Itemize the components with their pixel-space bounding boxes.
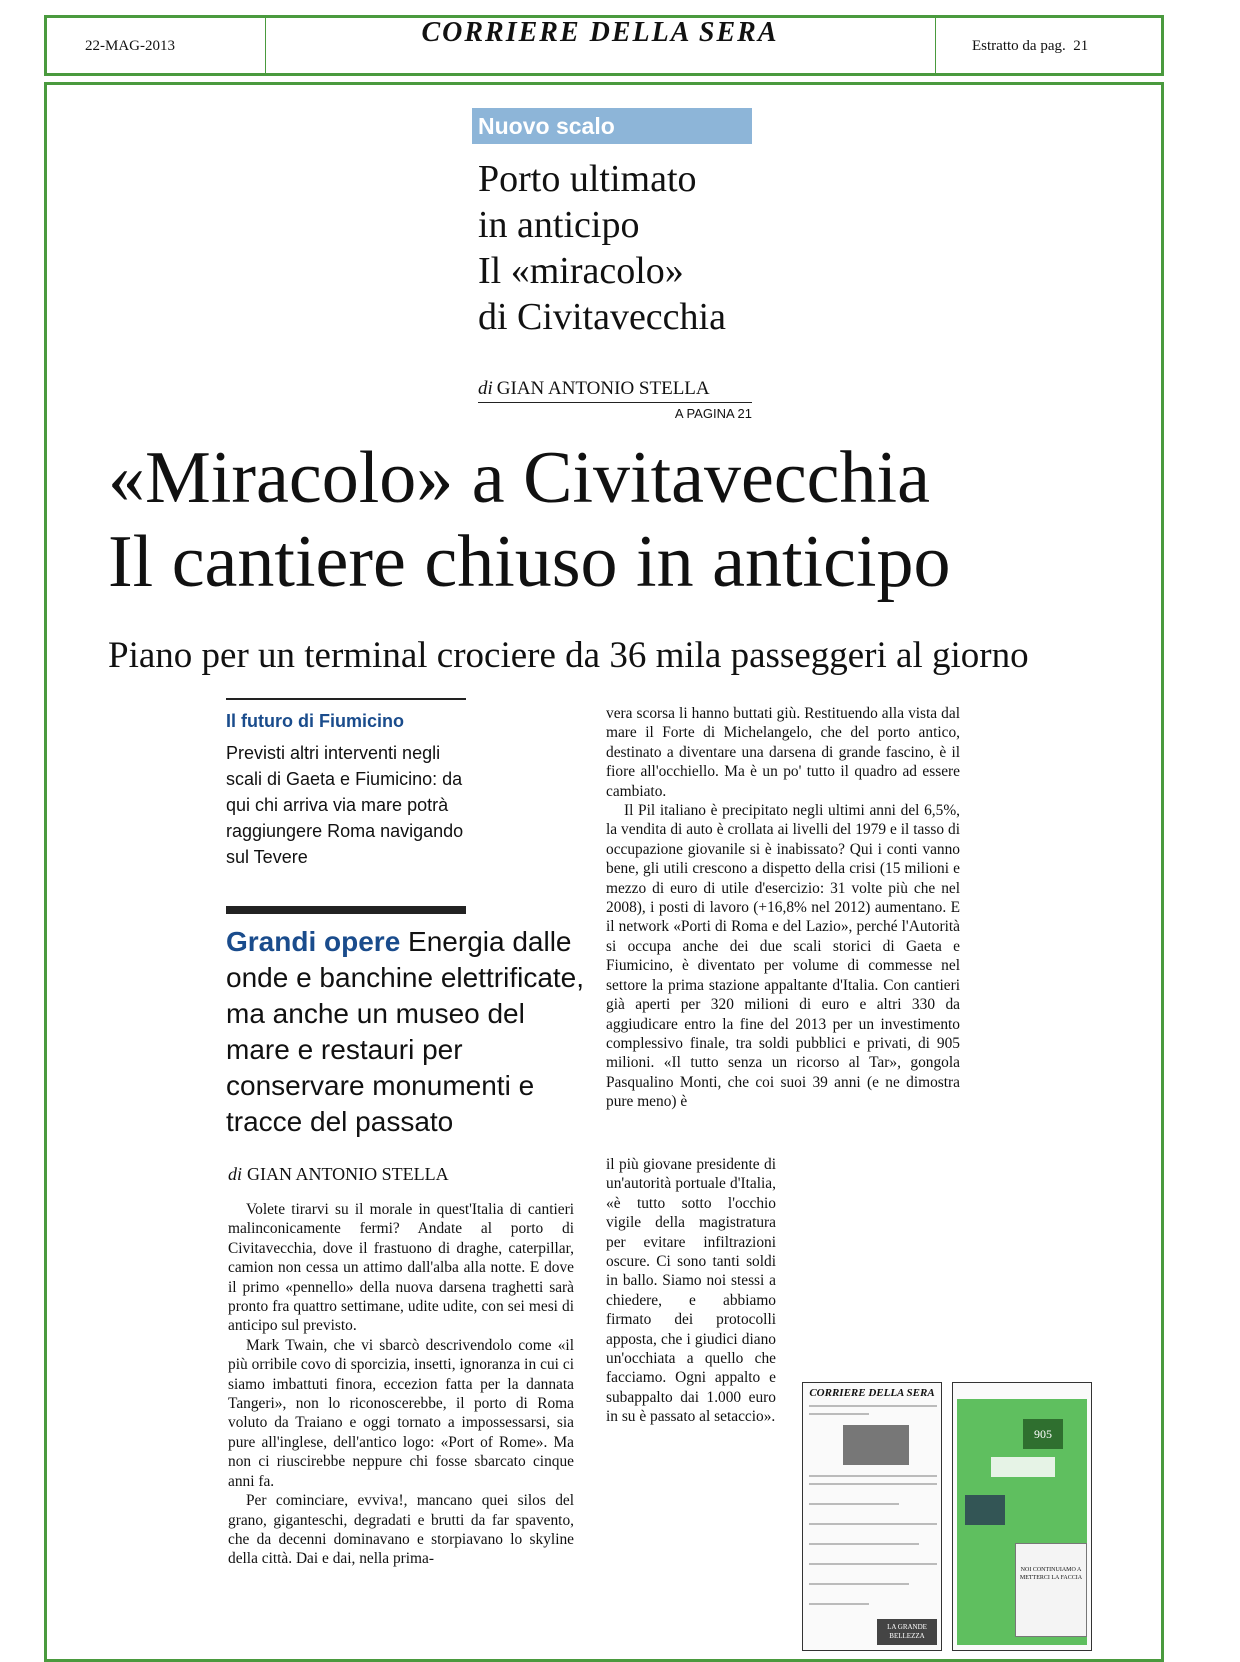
byline-name: GIAN ANTONIO STELLA bbox=[247, 1164, 449, 1184]
thumbnail-headline-block bbox=[991, 1457, 1055, 1477]
excerpt-headline-line: Il «miracolo» bbox=[478, 250, 684, 292]
sidebar-divider bbox=[226, 698, 466, 700]
body-paragraph: vera scorsa li hanno buttati giù. Restituendo alla vista dal mare il Forte di Michelangelo, che del porto antico, destinato a diventare una darsena di grande fascino, è il fiore all'occhiello. Ma è un po' tutto il quadro ad essere cambiato. bbox=[606, 705, 960, 800]
inner-page-thumbnail bbox=[952, 1382, 1092, 1651]
thumbnail-text-line bbox=[809, 1483, 937, 1485]
excerpt-headline bbox=[478, 156, 752, 340]
article-headline bbox=[108, 436, 1148, 604]
thumbnail-number: 905 bbox=[1023, 1419, 1063, 1449]
publication-name: CORRIERE DELLA SERA bbox=[421, 17, 779, 48]
front-page-excerpt bbox=[472, 108, 752, 426]
thumbnail-photo bbox=[965, 1495, 1005, 1525]
sidebar-grandi-opere bbox=[226, 924, 596, 1140]
thumbnail-text-line bbox=[809, 1543, 919, 1545]
page-reference-label: Estratto da pag. bbox=[972, 38, 1066, 54]
byline-prefix: di bbox=[228, 1164, 243, 1184]
page-cell bbox=[935, 18, 1162, 73]
body-column-left bbox=[228, 1200, 574, 1569]
sidebar-text: Energia dalle onde e banchine elettrificate, ma anche un museo del mare e restauri per conservare monumenti e tracce del passato bbox=[226, 926, 585, 1137]
excerpt-byline-name: GIAN ANTONIO STELLA bbox=[496, 378, 710, 399]
page-reference bbox=[972, 38, 1088, 55]
body-paragraph: Il Pil italiano è precipitato negli ultimi anni del 6,5%, la vendita di auto è crollata ai livelli del 1979 e il tasso di occupazione giovanile si è inabissato? Qui i conti vanno bene, gli utili crescono a dispetto della crisi (15 milioni e mezzo di euro di utile d'esercizio: 31 volte più che nel 2008), i posti di lavoro (+16,8% nel 2012) aumentano. E il network «Porti di Roma e del Lazio», perché l'Autorità si occupa anche dei due scali storici di Gaeta e Fiumicino, è diventato per volume di commesse nel settore la prima stazione appaltante d'Italia. Con cantieri già aperti per 320 milioni di euro e altri 330 da aggiudicare entro la fine del 2013 per un investimento complessivo finale, tra soldi pubblici e privati, di 905 milioni. «Il tutto senza un ricorso al Tar», gongola Pasqualino Monti, che coi suoi 39 anni (e ne dimostra pure meno) è bbox=[606, 802, 960, 1111]
publication-cell bbox=[265, 18, 935, 73]
excerpt-divider bbox=[478, 402, 752, 403]
body-paragraph: il più giovane presidente di un'autorità portuale d'Italia, «è tutto sotto l'occhio vigile della magistratura per evitare infiltrazioni oscure. Ci sono tanti soldi in ballo. Siamo noi stessi a chiedere, e abbiamo firmato dei protocolli apposta, che i giudici diano un'occhiata a quello che facciamo. Ogni appalto e subappalto dai 1.000 euro in su è passato al setaccio». bbox=[606, 1156, 776, 1426]
sidebar-fiumicino bbox=[226, 698, 466, 898]
front-page-thumbnail bbox=[802, 1382, 942, 1651]
sidebar-label: Grandi opere bbox=[226, 926, 401, 957]
thumbnail-masthead: CORRIERE DELLA SERA bbox=[809, 1387, 935, 1399]
body-column-right-narrow bbox=[606, 1155, 776, 1427]
article-subheadline: Piano per un terminal crociere da 36 mila passeggeri al giorno bbox=[108, 635, 1029, 676]
body-paragraph: Per cominciare, evviva!, mancano quei silos del grano, giganteschi, degradati e brutti da far spavento, che da decenni dominavano e storpiavano lo skyline della città. Dai e dai, nella prima- bbox=[228, 1492, 574, 1568]
body-paragraph: Mark Twain, che vi sbarcò descrivendolo come «il più orribile covo di sporcizia, insetti, ignoranza in cui ci siamo imbattuti finora, eccezion fatta per la dannata Tangeri», non lo riconoscerebbe, il porto di Roma voluto da Traiano e oggi tornato a impossessarsi, sia pure all'inglese, dell'antico logo: «Port of Rome». Ma non ci riuscirebbe neppure chi fosse sbarcato cinque anni fa. bbox=[228, 1336, 574, 1490]
sidebar-label: Il futuro di Fiumicino bbox=[226, 711, 404, 731]
thumbnail-text-line bbox=[809, 1583, 909, 1585]
excerpt-page-ref: A PAGINA 21 bbox=[674, 406, 752, 421]
headline-line: «Miracolo» a Civitavecchia bbox=[108, 437, 930, 519]
publication-date: 22-MAG-2013 bbox=[85, 38, 175, 54]
thumbnail-text-line bbox=[809, 1413, 869, 1415]
body-column-right bbox=[606, 704, 960, 1112]
excerpt-headline-line: in anticipo bbox=[478, 204, 640, 246]
thumbnail-photo bbox=[843, 1425, 909, 1465]
sidebar-text: Previsti altri interventi negli scali di Gaeta e Fiumicino: da qui chi arriva via mare potrà raggiungere Roma navigando sul Tevere bbox=[226, 743, 464, 867]
article-byline bbox=[228, 1164, 449, 1185]
thumbnail-text-line bbox=[809, 1523, 937, 1525]
date-cell bbox=[47, 18, 266, 73]
headline-line: Il cantiere chiuso in anticipo bbox=[108, 521, 951, 603]
excerpt-kicker: Nuovo scalo bbox=[472, 108, 752, 144]
excerpt-byline-prefix: di bbox=[478, 378, 493, 399]
thumbnail-text-line bbox=[809, 1603, 869, 1605]
body-paragraph: Volete tirarvi su il morale in quest'Italia di cantieri malinconicamente fermi? Andate al porto di Civitavecchia, dove il frastuono di draghe, caterpillar, camion non cessa un attimo dall'alba alla notte. E dove il primo «pennello» della nuova darsena traghetti sarà pronto fra quattro settimane, udite udite, con sei mesi di anticipo sul previsto. bbox=[228, 1201, 574, 1335]
thumbnail-rule bbox=[809, 1405, 937, 1407]
thumbnail-ad: LA GRANDE BELLEZZA bbox=[877, 1619, 937, 1645]
page-number: 21 bbox=[1073, 38, 1089, 54]
thumbnail-text-line bbox=[809, 1563, 937, 1565]
thumbnail-text-line bbox=[809, 1475, 937, 1477]
thumbnail-ad: NOI CONTINUIAMO A METTERCI LA FACCIA bbox=[1015, 1543, 1087, 1637]
thumbnail-text-line bbox=[809, 1503, 899, 1505]
excerpt-headline-line: Porto ultimato bbox=[478, 158, 697, 200]
header-strip bbox=[44, 15, 1164, 76]
excerpt-headline-line: di Civitavecchia bbox=[478, 296, 726, 338]
sidebar-bar bbox=[226, 906, 466, 914]
excerpt-byline bbox=[478, 378, 710, 400]
